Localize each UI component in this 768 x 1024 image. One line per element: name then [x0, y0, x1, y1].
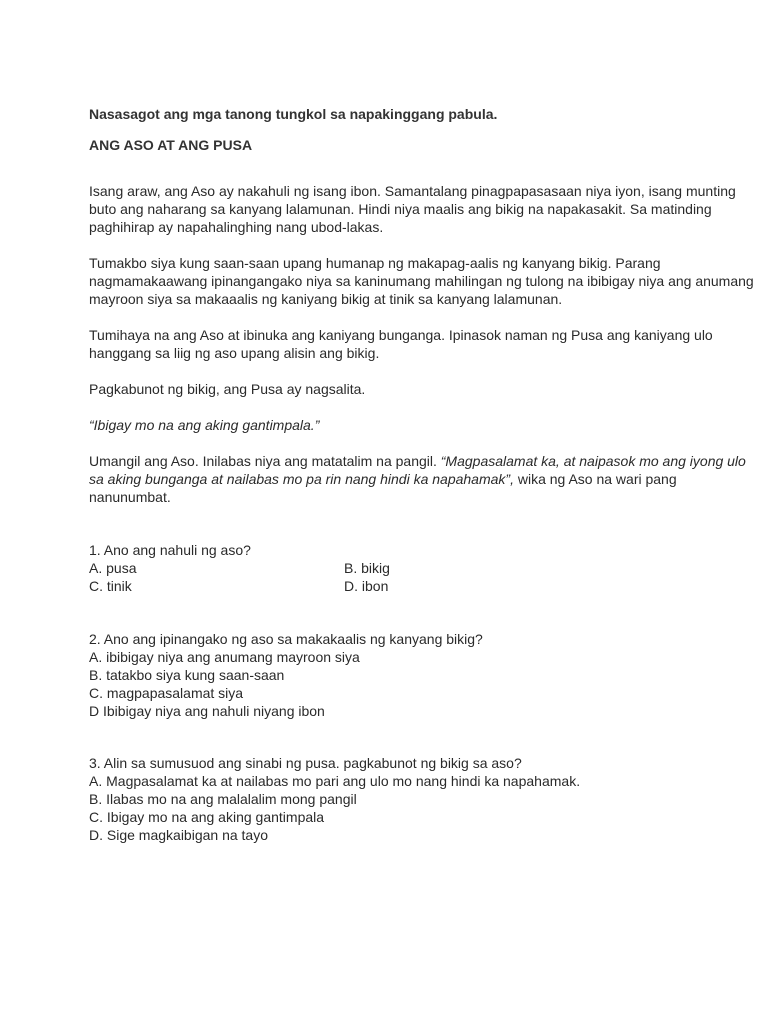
choice-c: C. tinik: [89, 578, 132, 594]
question-2: [89, 630, 483, 720]
paragraph-line: Pagkabunot ng bikig, ang Pusa ay nagsalita.: [89, 381, 366, 397]
paragraph-text: Umangil ang Aso. Inilabas niya ang matatalim na pangil.: [89, 453, 441, 469]
choice-b: B. bikig: [344, 560, 390, 576]
choice-b: B. Ilabas mo na ang malalalim mong pangil: [89, 791, 357, 807]
quote-line: “Ibigay mo na ang aking gantimpala.”: [89, 417, 320, 433]
paragraph-line: buto ang naharang sa kanyang lalamunan. Hindi niya maalis ang bikig na napakasakit. Sa matinding: [89, 201, 712, 217]
paragraph-line: Isang araw, ang Aso ay nakahuli ng isang ibon. Samantalang pinagpapasasaan niya iyon, isang munting: [89, 183, 736, 199]
paragraph-line: Tumakbo siya kung saan-saan upang humanap ng makapag-aalis ng kanyang bikig. Parang: [89, 255, 661, 271]
story-paragraph-3: [89, 326, 713, 362]
story-paragraph-6: [89, 452, 746, 506]
story-paragraph-1: [89, 182, 736, 236]
paragraph-line: paghihirap ay napahalinghing nang ubod-lakas.: [89, 219, 384, 235]
choice-a: A. pusa: [89, 560, 137, 576]
story-quote: [89, 416, 687, 434]
choice-d: D Ibibigay niya ang nahuli niyang ibon: [89, 703, 325, 719]
question-3: [89, 754, 580, 844]
choice-b: B. tatakbo siya kung saan-saan: [89, 667, 285, 683]
story-title: ANG ASO AT ANG PUSA: [89, 137, 253, 153]
story-paragraph-2: [89, 254, 754, 308]
quote-text: sa aking bunganga at nailabas mo pa rin nang hindi ka napahamak”,: [89, 471, 514, 487]
question-prompt: 2. Ano ang ipinangako ng aso sa makakaalis ng kanyang bikig?: [89, 631, 483, 647]
paragraph-line: hanggang sa liig ng aso upang alisin ang bikig.: [89, 345, 380, 361]
instruction-heading: Nasasagot ang mga tanong tungkol sa napakinggang pabula.: [89, 106, 498, 122]
paragraph-line: Tumihaya na ang Aso at ibinuka ang kaniyang bunganga. Ipinasok naman ng Pusa ang kaniyang ulo: [89, 327, 713, 343]
paragraph-line: nagmamakaawang ipinangangako niya sa kaninumang mahilingan ng tulong na ibibigay niya ang anumang: [89, 273, 754, 289]
choice-d: D. ibon: [344, 578, 389, 594]
choice-c: C. magpapasalamat siya: [89, 685, 244, 701]
story-paragraph-4: [89, 380, 687, 398]
quote-text: “Magpasalamat ka, at naipasok mo ang iyong ulo: [440, 453, 746, 469]
question-prompt: 3. Alin sa sumusuod ang sinabi ng pusa. pagkabunot ng bikig sa aso?: [89, 755, 522, 771]
choice-c: C. Ibigay mo na ang aking gantimpala: [89, 809, 325, 825]
paragraph-line: nanunumbat.: [89, 489, 171, 505]
choice-a: A. Magpasalamat ka at nailabas mo pari ang ulo mo nang hindi ka napahamak.: [89, 773, 581, 789]
choice-a: A. ibibigay niya ang anumang mayroon siya: [89, 649, 360, 665]
paragraph-text: wika ng Aso na wari pang: [513, 471, 677, 487]
question-1: [89, 541, 390, 595]
paragraph-line: mayroon siya sa makaaalis ng kaniyang bikig at tinik sa kanyang lalamunan.: [89, 291, 563, 307]
choice-d: D. Sige magkaibigan na tayo: [89, 827, 268, 843]
question-prompt: 1. Ano ang nahuli ng aso?: [89, 542, 251, 558]
